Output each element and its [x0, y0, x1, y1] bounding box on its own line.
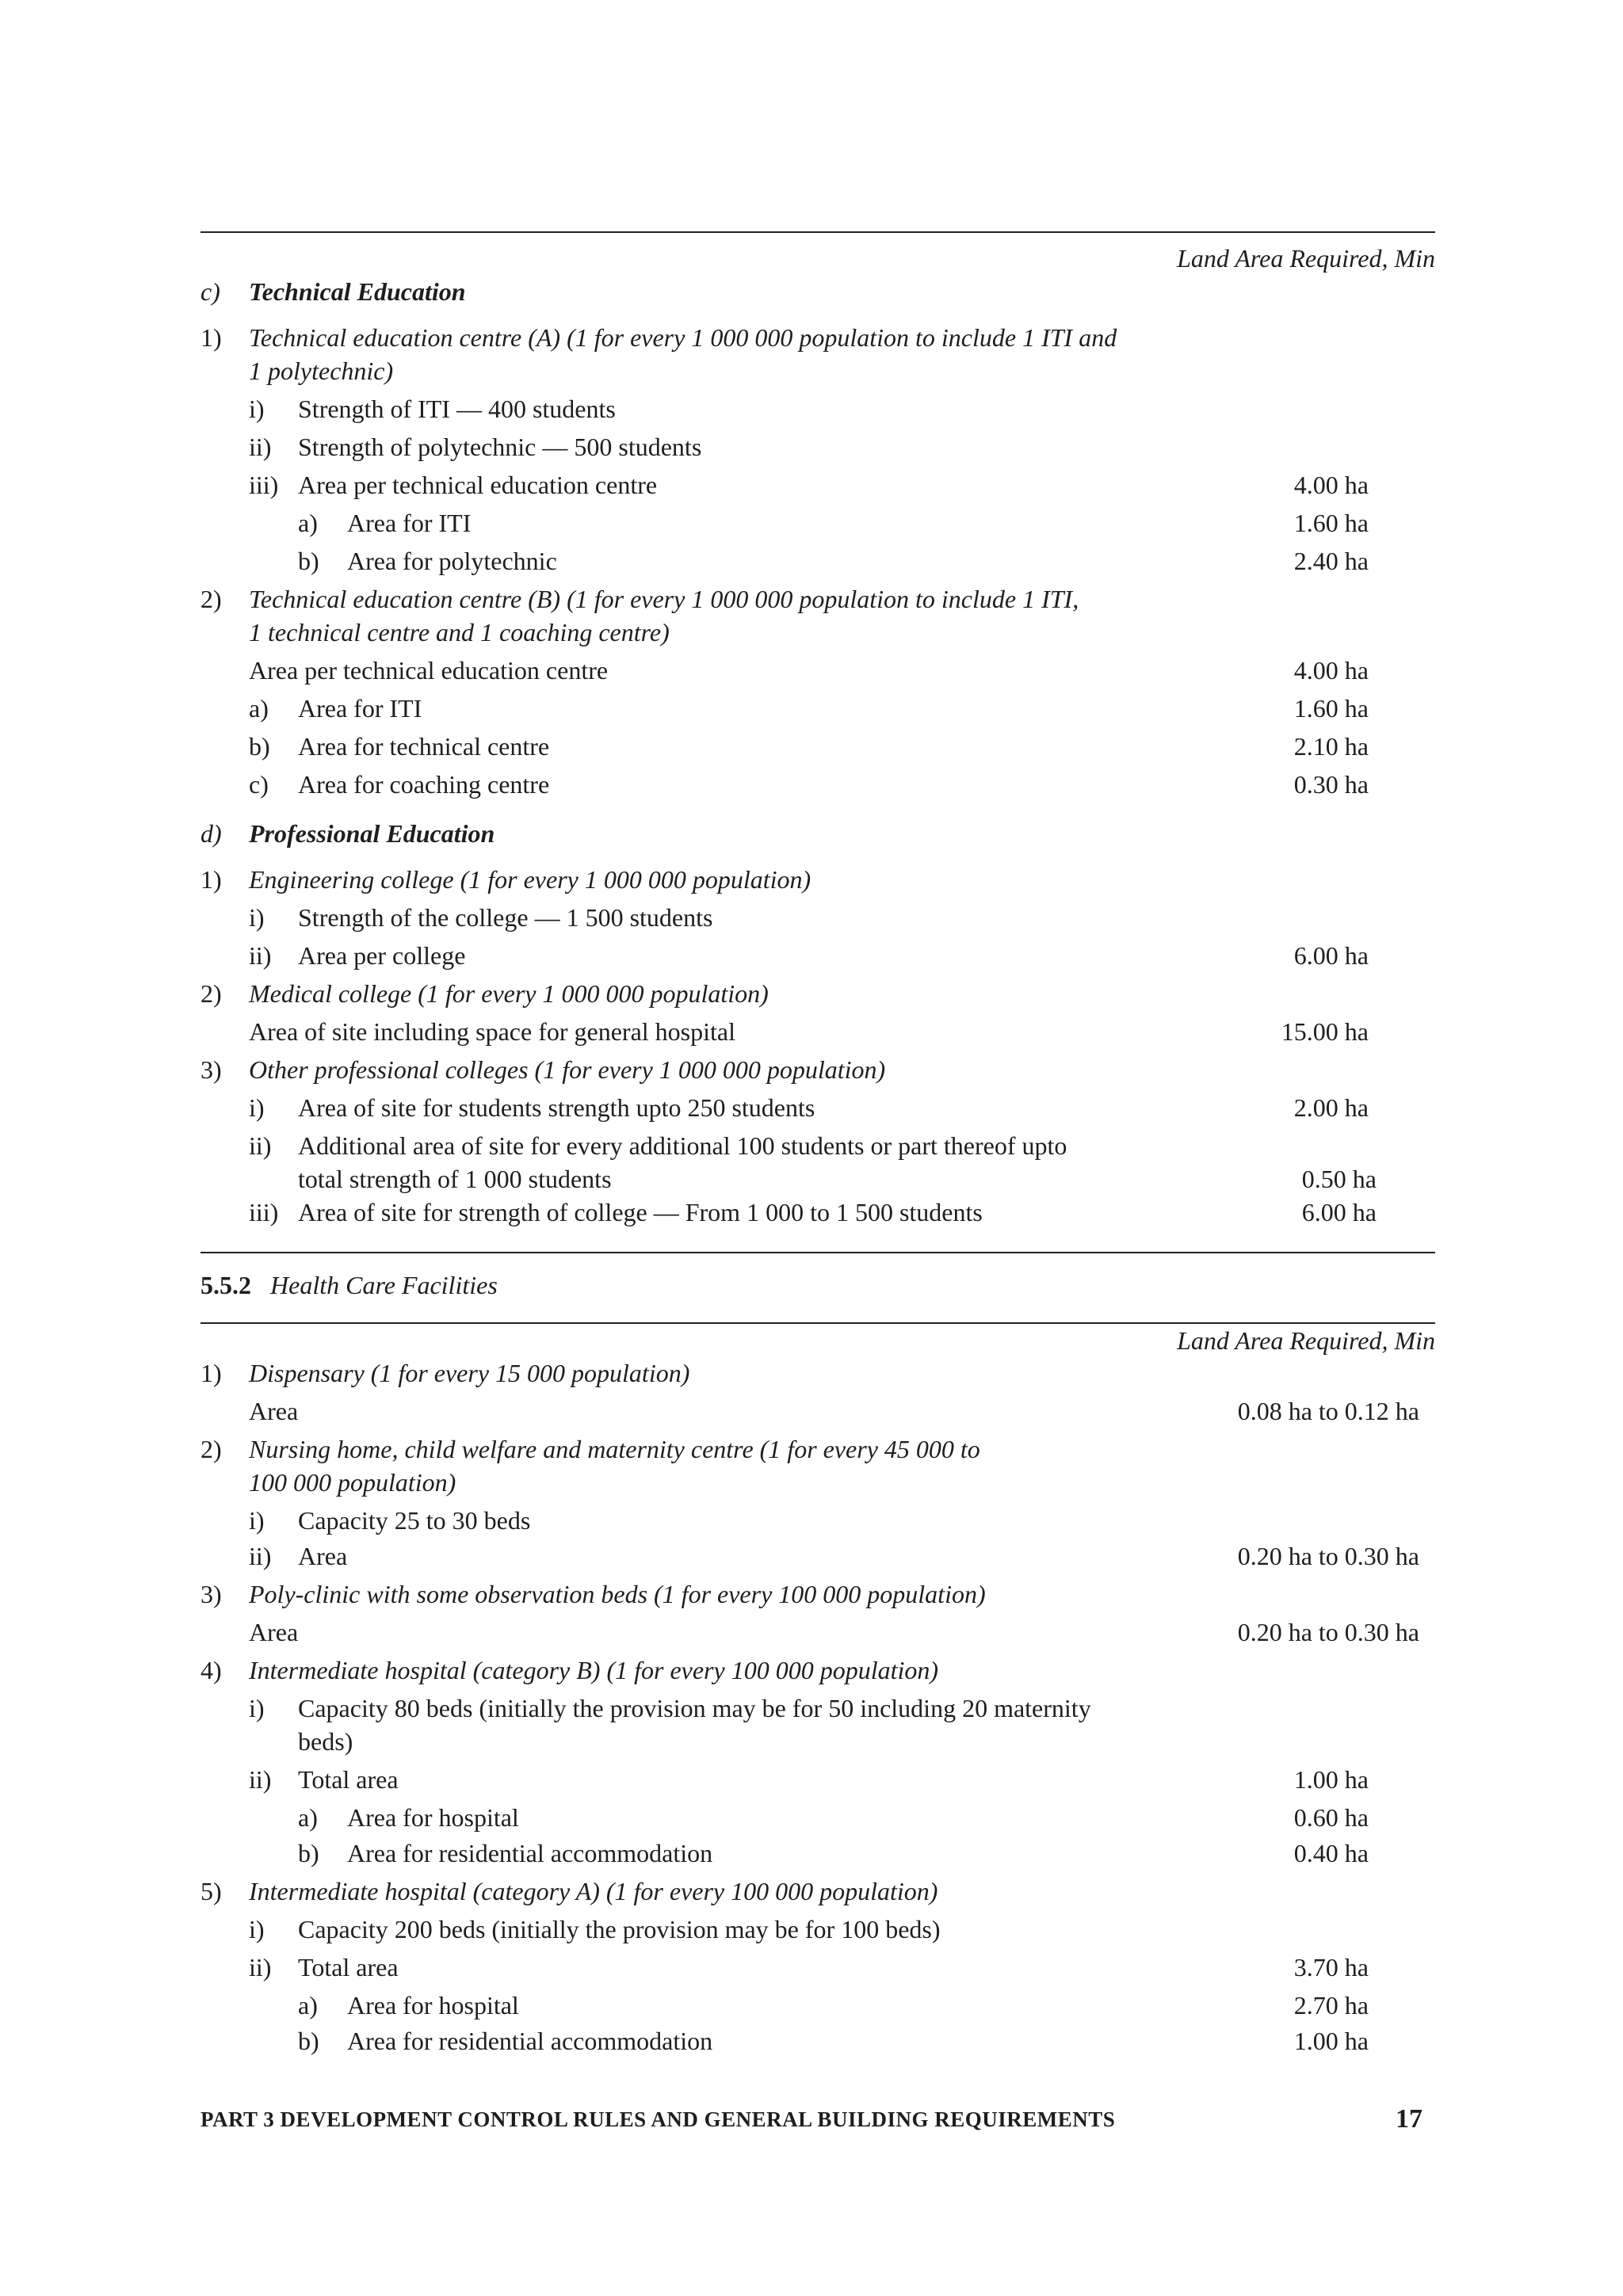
- land-area-value: 0.60 ha: [1293, 1803, 1369, 1832]
- item-text: Area per technical education centre: [249, 656, 609, 685]
- land-area-value: 2.00 ha: [1293, 1093, 1369, 1122]
- item-text: Strength of ITI — 400 students: [298, 395, 616, 423]
- item-text: beds): [298, 1727, 353, 1756]
- item-number: 3): [200, 1580, 222, 1608]
- land-area-value: 0.50 ha: [1301, 1165, 1377, 1193]
- footer-title: PART 3 DEVELOPMENT CONTROL RULES AND GENERAL BUILDING REQUIREMENTS: [200, 2107, 1116, 2131]
- item-text: Area for polytechnic: [347, 547, 557, 575]
- item-text: Area for technical centre: [298, 732, 550, 761]
- item-text: Capacity 80 beds (initially the provision may be for 50 including 20 maternity: [298, 1694, 1091, 1722]
- item-text: Intermediate hospital (category A) (1 for every 100 000 population): [249, 1877, 938, 1905]
- land-area-header-2: Land Area Required, Min: [1177, 1326, 1435, 1355]
- item-text: Area per college: [298, 941, 466, 970]
- item-number: i): [249, 1093, 265, 1122]
- item-number: b): [249, 732, 270, 761]
- page-number: 17: [1396, 2104, 1423, 2134]
- item-number: 2): [200, 979, 222, 1008]
- item-number: 5): [200, 1877, 222, 1905]
- item-number: d): [200, 819, 222, 848]
- item-number: i): [249, 1915, 265, 1943]
- item-number: 2): [200, 585, 222, 613]
- item-text: Area for coaching centre: [298, 770, 550, 799]
- item-text: Professional Education: [249, 819, 495, 848]
- land-area-value: 4.00 ha: [1293, 471, 1369, 499]
- land-area-value: 1.00 ha: [1293, 1765, 1369, 1794]
- item-text: Strength of the college — 1 500 students: [298, 903, 713, 932]
- item-text: Area: [249, 1618, 299, 1646]
- item-text: 1 polytechnic): [249, 357, 394, 385]
- land-area-value: 2.70 ha: [1293, 1991, 1369, 2019]
- item-number: c): [249, 770, 269, 799]
- land-area-value: 0.40 ha: [1293, 1839, 1369, 1867]
- item-number: c): [200, 277, 220, 306]
- item-text: Technical Education: [249, 277, 466, 306]
- item-text: Area for residential accommodation: [347, 1839, 713, 1867]
- item-text: Area for residential accommodation: [347, 2027, 713, 2055]
- item-text: Area for ITI: [347, 509, 472, 537]
- item-text: Total area: [298, 1953, 399, 1981]
- item-text: total strength of 1 000 students: [298, 1165, 612, 1193]
- item-text: Capacity 200 beds (initially the provision may be for 100 beds): [298, 1915, 941, 1943]
- item-text: Technical education centre (B) (1 for every 1 000 000 population to include 1 ITI,: [249, 585, 1079, 613]
- land-area-value: 0.30 ha: [1293, 770, 1369, 799]
- item-text: Area of site for students strength upto 250 students: [298, 1093, 815, 1122]
- item-number: b): [298, 1839, 319, 1867]
- land-area-value: 2.10 ha: [1293, 732, 1369, 761]
- item-text: Health Care Facilities: [270, 1271, 498, 1299]
- land-area-value: 3.70 ha: [1293, 1953, 1369, 1981]
- item-number: a): [249, 694, 269, 723]
- land-area-value: 6.00 ha: [1301, 1198, 1377, 1226]
- item-text: Intermediate hospital (category B) (1 for every 100 000 population): [249, 1656, 939, 1684]
- item-number: b): [298, 2027, 319, 2055]
- item-text: Area for hospital: [347, 1803, 519, 1832]
- item-text: Area: [249, 1397, 299, 1425]
- item-text: Area: [298, 1542, 348, 1570]
- item-text: 100 000 population): [249, 1468, 456, 1497]
- item-number: ii): [249, 1131, 272, 1160]
- item-text: Poly-clinic with some observation beds (1 for every 100 000 population): [249, 1580, 986, 1608]
- section-rule-2: [200, 1322, 1435, 1324]
- item-number: 2): [200, 1435, 222, 1463]
- item-number: 4): [200, 1656, 222, 1684]
- item-text: Area for hospital: [347, 1991, 519, 2019]
- land-area-value: 0.20 ha to 0.30 ha: [1237, 1542, 1419, 1570]
- land-area-value: 4.00 ha: [1293, 656, 1369, 685]
- item-text: Area per technical education centre: [298, 471, 658, 499]
- item-text: Total area: [298, 1765, 399, 1794]
- item-text: Engineering college (1 for every 1 000 000 population): [249, 865, 812, 894]
- item-number: 1): [200, 323, 222, 352]
- item-number: b): [298, 547, 319, 575]
- item-number: i): [249, 903, 265, 932]
- item-text: Area of site including space for general hospital: [249, 1017, 735, 1046]
- item-number: ii): [249, 941, 272, 970]
- item-text: Medical college (1 for every 1 000 000 population): [249, 979, 769, 1008]
- land-area-value: 1.60 ha: [1293, 694, 1369, 723]
- item-text: Other professional colleges (1 for every 1 000 000 population): [249, 1055, 886, 1084]
- land-area-value: 0.20 ha to 0.30 ha: [1237, 1618, 1419, 1646]
- item-text: Dispensary (1 for every 15 000 population): [249, 1359, 690, 1387]
- item-number: 1): [200, 865, 222, 894]
- item-text: Area for ITI: [298, 694, 422, 723]
- item-number: i): [249, 1506, 265, 1535]
- item-number: a): [298, 1991, 318, 2019]
- land-area-value: 6.00 ha: [1293, 941, 1369, 970]
- item-text: Additional area of site for every additional 100 students or part thereof upto: [298, 1131, 1067, 1160]
- item-number: ii): [249, 433, 272, 461]
- item-number: ii): [249, 1542, 272, 1570]
- item-text: Strength of polytechnic — 500 students: [298, 433, 702, 461]
- item-text: Nursing home, child welfare and maternity centre (1 for every 45 000 to: [249, 1435, 980, 1463]
- item-number: ii): [249, 1953, 272, 1981]
- item-number: a): [298, 509, 318, 537]
- land-area-value: 15.00 ha: [1281, 1017, 1369, 1046]
- item-number: i): [249, 1694, 265, 1722]
- land-area-value: 2.40 ha: [1293, 547, 1369, 575]
- item-text: Area of site for strength of college — From 1 000 to 1 500 students: [298, 1198, 983, 1226]
- land-area-value: 1.60 ha: [1293, 509, 1369, 537]
- item-number: i): [249, 395, 265, 423]
- item-number: 1): [200, 1359, 222, 1387]
- land-area-value: 0.08 ha to 0.12 ha: [1237, 1397, 1419, 1425]
- land-area-header-1: Land Area Required, Min: [1177, 244, 1435, 273]
- item-text: 1 technical centre and 1 coaching centre): [249, 618, 670, 646]
- item-number: 5.5.2: [200, 1271, 251, 1299]
- land-area-value: 1.00 ha: [1293, 2027, 1369, 2055]
- item-number: 3): [200, 1055, 222, 1084]
- item-number: a): [298, 1803, 318, 1832]
- item-number: iii): [249, 1198, 279, 1226]
- item-number: iii): [249, 471, 279, 499]
- section-rule-1: [200, 1252, 1435, 1253]
- item-number: ii): [249, 1765, 272, 1794]
- top-rule: [200, 231, 1435, 233]
- item-text: Capacity 25 to 30 beds: [298, 1506, 531, 1535]
- item-text: Technical education centre (A) (1 for every 1 000 000 population to include 1 ITI and: [249, 323, 1117, 352]
